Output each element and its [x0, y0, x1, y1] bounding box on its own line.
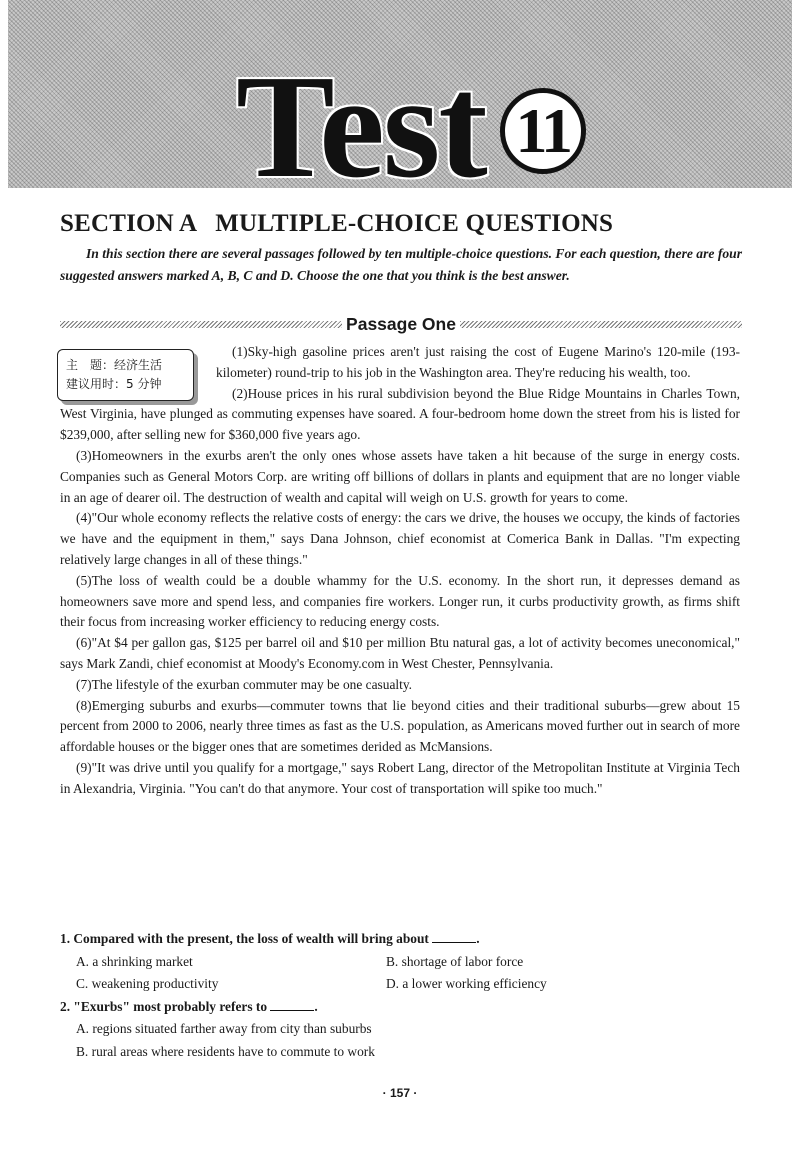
question-1-options [60, 951, 740, 996]
paragraph: (1)Sky-high gasoline prices aren't just raising the cost of Eugene Marino's 120-mile (193-kilometer) round-trip to his job in the Washington area. They're reducing his wealth, too. [216, 344, 740, 380]
option-d[interactable]: D. a lower working efficiency [386, 976, 547, 991]
option-b[interactable]: B. shortage of labor force [386, 953, 524, 969]
hatch-divider-right [460, 321, 742, 328]
paragraph: (5)The loss of wealth could be a double whammy for the U.S. economy. In the short run, it depresses demand as homeowners save more and spend less, and companies fire workers. Longer run, it curbs productivity growth, as firms shift their focus from increasing worker efficiency to reducing energy costs. [60, 572, 740, 630]
passage-body [60, 342, 740, 800]
answer-blank [270, 997, 314, 1011]
topic-line: 主 题：经济生活 [66, 358, 163, 372]
question-1-stem: 1. Compared with the present, the loss of wealth will bring about . [60, 931, 480, 946]
passage-title: Passage One [346, 313, 456, 334]
section-instructions: In this section there are several passages followed by ten multiple-choice questions. For each question, there are four suggested answers marked A, B, C and D. Choose the one that you think is the best answer. [60, 246, 742, 283]
option-c[interactable]: C. weakening productivity [76, 976, 219, 991]
test-number-badge: 11 [500, 88, 586, 174]
option-b[interactable]: B. rural areas where residents have to commute to work [76, 1043, 375, 1059]
section-title: SECTION A MULTIPLE-CHOICE QUESTIONS [60, 210, 614, 237]
title-banner [8, 0, 792, 209]
page-number: · 157 · [382, 1086, 418, 1100]
paragraph: (3)Homeowners in the exurbs aren't the only ones whose assets have taken a hit because of the surge in energy costs. Companies such as General Motors Corp. are writing off billions of dollars in plants and equipment that are no longer viable in an age of dearer oil. The destruction of wealth and capital will weigh on U.S. growth for years to come. [60, 447, 740, 505]
paragraph: (6)"At $4 per gallon gas, $125 per barrel oil and $10 per million Btu natural gas, a lot of activity becomes uneconomical," says Mark Zandi, chief economist at Moody's Economy.com in West Chester, Pennsylvania. [60, 635, 740, 671]
topic-box-spacer [60, 342, 216, 404]
option-a[interactable]: A. a shrinking market [76, 953, 193, 969]
paragraph: (9)"It was drive until you qualify for a mortgage," says Robert Lang, director of the Metropolitan Institute at Virginia Tech in Alexandria, Virginia. "You can't do that anymore. Your cost of transportation will spike too much." [60, 759, 740, 796]
hatch-divider-left [60, 321, 342, 328]
question-2-stem: 2. "Exurbs" most probably refers to . [60, 998, 318, 1014]
banner-title [236, 44, 586, 209]
paragraph: (2)House prices in his rural subdivision beyond the Blue Ridge Mountains in Charles Town, West Virginia, have plunged as commuting expenses have soared. A four-bedroom home down the street from his is listed for $239,000, after selling new for $360,000 five years ago. [60, 385, 740, 443]
passage-header [60, 312, 742, 336]
test-word: Test [236, 44, 486, 209]
paragraph: (7)The lifestyle of the exurban commuter may be one casualty. [76, 676, 413, 692]
answer-blank [432, 929, 476, 943]
option-a[interactable]: A. regions situated farther away from city than suburbs [76, 1021, 372, 1036]
questions [60, 928, 740, 1063]
paragraph: (4)"Our whole economy reflects the relative costs of energy: the cars we drive, the houses we occupy, the kinds of factories we have and the equipment in them," says Dana Johnson, chief economist at Comerica Bank in Dallas. "I'm expecting relatively large changes in all of these things." [60, 510, 740, 567]
paragraph: (8)Emerging suburbs and exurbs—commuter towns that lie beyond cities and their traditional suburbs—grew about 15 percent from 2000 to 2006, nearly three times as fast as the U.S. population, as Americans moved further out in search of more affordable houses or the bigger ones that are sometimes derided as McMansions. [60, 697, 740, 755]
time-line: 建议用时：5 分钟 [66, 377, 162, 391]
